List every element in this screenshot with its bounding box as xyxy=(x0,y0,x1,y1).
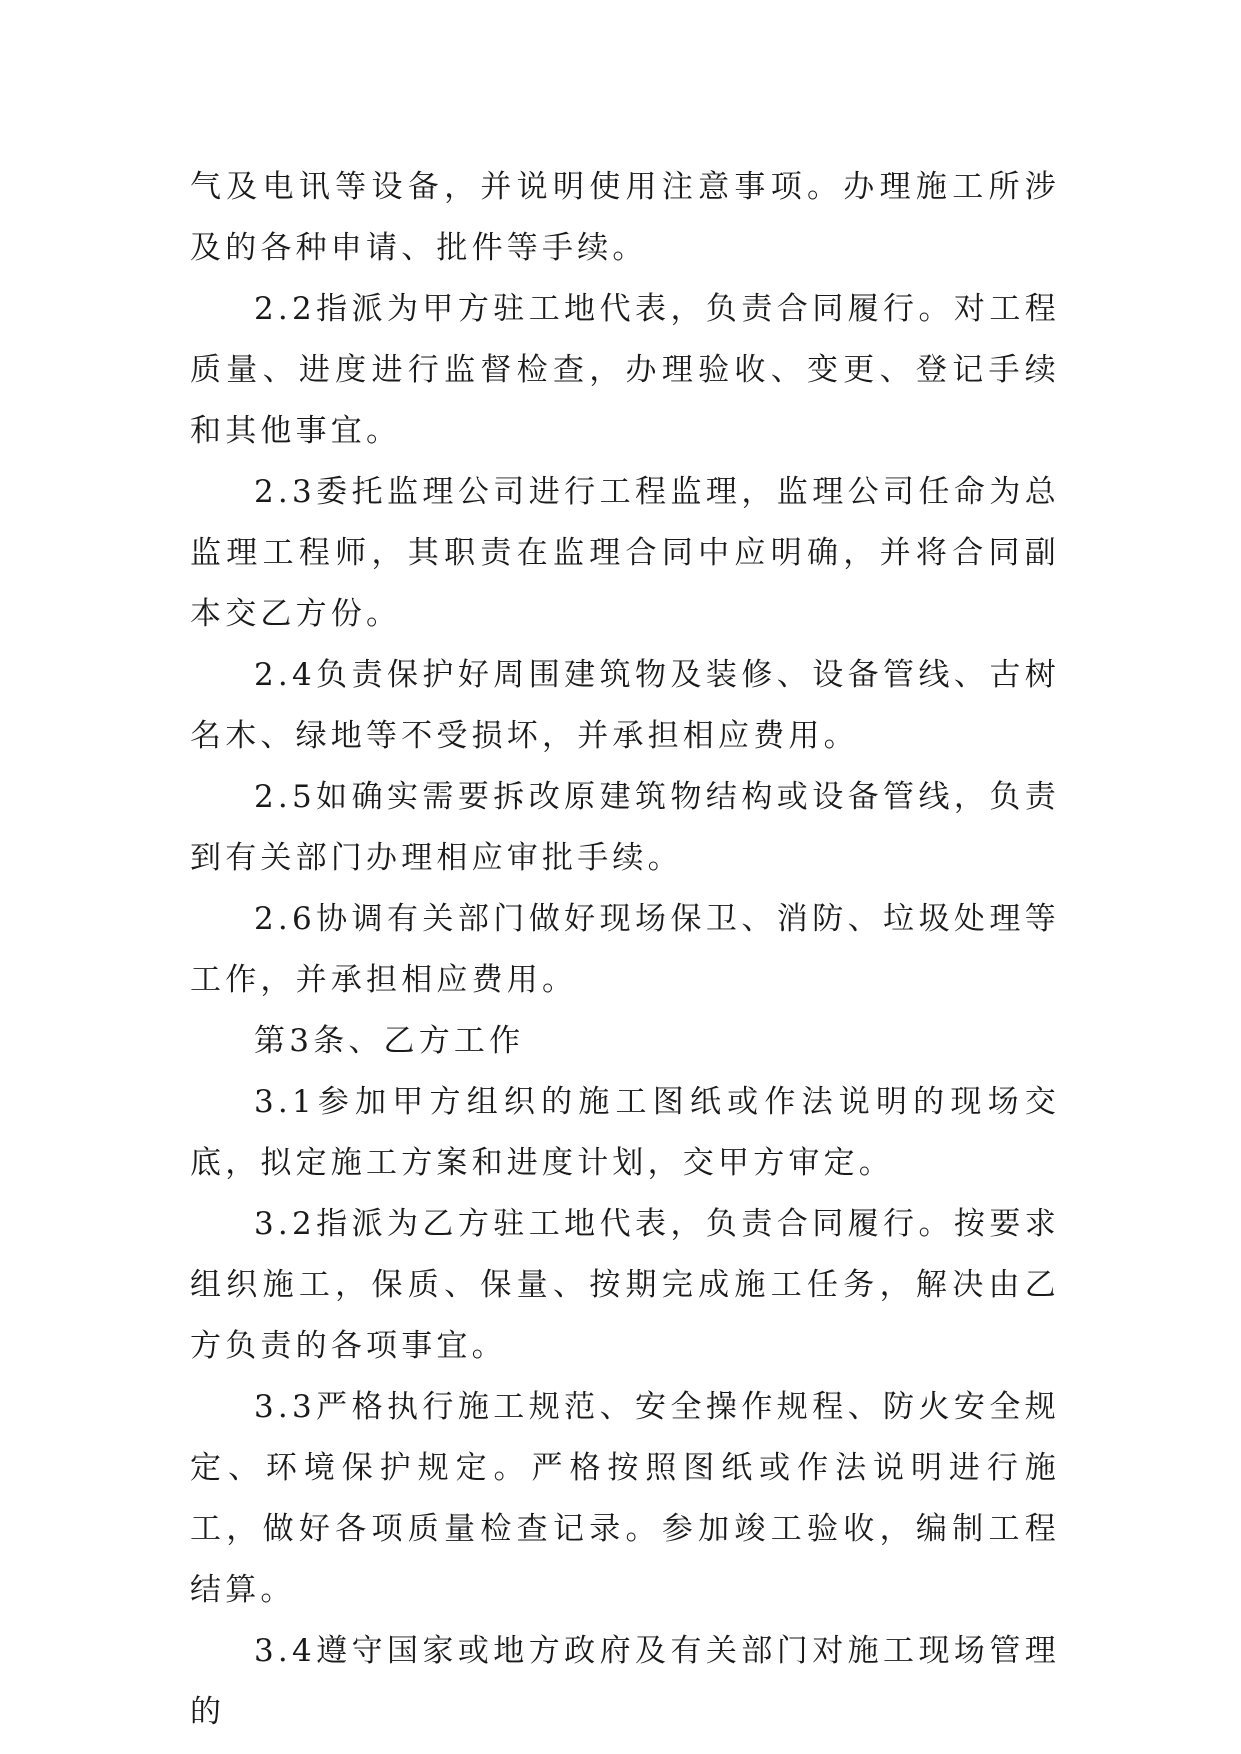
paragraph-2-2: 2.2指派为甲方驻工地代表，负责合同履行。对工程质量、进度进行监督检查，办理验收、变更、登记手续和其他事宜。 xyxy=(190,291,1060,449)
paragraph-3-2: 3.2指派为乙方驻工地代表，负责合同履行。按要求组织施工，保质、保量、按期完成施工任务，解决由乙方负责的各项事宜。 xyxy=(190,1206,1060,1364)
paragraph-2-4: 2.4负责保护好周围建筑物及装修、设备管线、古树名木、绿地等不受损坏，并承担相应费用。 xyxy=(190,657,1060,754)
paragraph-3-1: 3.1参加甲方组织的施工图纸或作法说明的现场交底，拟定施工方案和进度计划，交甲方审定。 xyxy=(190,1084,1060,1181)
paragraph-3-4: 3.4遵守国家或地方政府及有关部门对施工现场管理的 xyxy=(190,1633,1060,1730)
paragraph-2-3: 2.3委托监理公司进行工程监理，监理公司任命为总监理工程师，其职责在监理合同中应明确，并将合同副本交乙方份。 xyxy=(190,474,1060,632)
section-heading-article-3: 第3条、乙方工作 xyxy=(254,1023,525,1059)
paragraph-2-5: 2.5如确实需要拆改原建筑物结构或设备管线，负责到有关部门办理相应审批手续。 xyxy=(190,779,1060,876)
paragraph-3-3: 3.3严格执行施工规范、安全操作规程、防火安全规定、环境保护规定。严格按照图纸或作法说明进行施工，做好各项质量检查记录。参加竣工验收，编制工程结算。 xyxy=(190,1389,1060,1608)
paragraph-2-6: 2.6协调有关部门做好现场保卫、消防、垃圾处理等工作，并承担相应费用。 xyxy=(190,901,1060,998)
document-body xyxy=(190,157,1060,1743)
paragraph-continuation: 气及电讯等设备，并说明使用注意事项。办理施工所涉及的各种申请、批件等手续。 xyxy=(190,169,1060,266)
